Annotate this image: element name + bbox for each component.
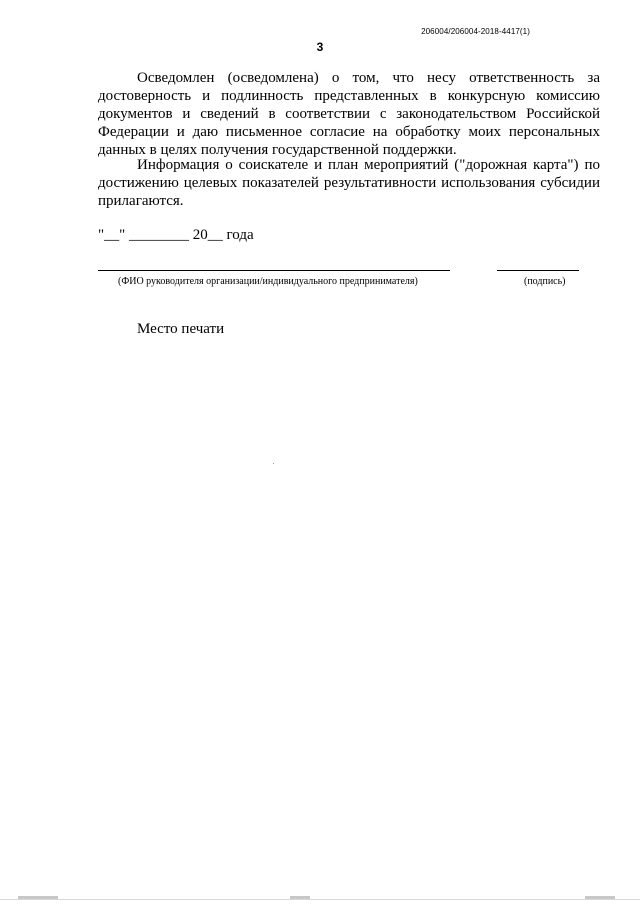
attachments-paragraph: Информация о соискателе и план мероприятий ("дорожная карта") по достижению целевых показателей результативности использования субсидии прилагаются.: [98, 157, 600, 209]
scan-bottom-edge: [0, 899, 640, 900]
signature-line: [497, 270, 579, 271]
page-number: 3: [316, 40, 324, 54]
stamp-place-label: Место печати: [137, 321, 225, 337]
scan-mark: [290, 896, 310, 899]
signature-caption: (подпись): [524, 276, 566, 287]
fio-signature-line: [98, 270, 450, 271]
fio-caption: (ФИО руководителя организации/индивидуального предпринимателя): [118, 276, 418, 287]
scan-mark: [18, 896, 58, 899]
scan-mark: [585, 896, 615, 899]
date-line: "__" ________ 20__ года: [98, 227, 254, 243]
scan-speck: [273, 463, 274, 464]
consent-paragraph: Осведомлен (осведомлена) о том, что несу ответственность за достоверность и подлинность представленных в конкурсную комиссию документов и сведений в соответствии с законодательством Российской Федерации и даю письменное согласие на обработку моих персональных данных в целях получения государственной поддержки.: [98, 70, 600, 158]
document-id: 206004/206004-2018-4417(1): [421, 27, 530, 36]
